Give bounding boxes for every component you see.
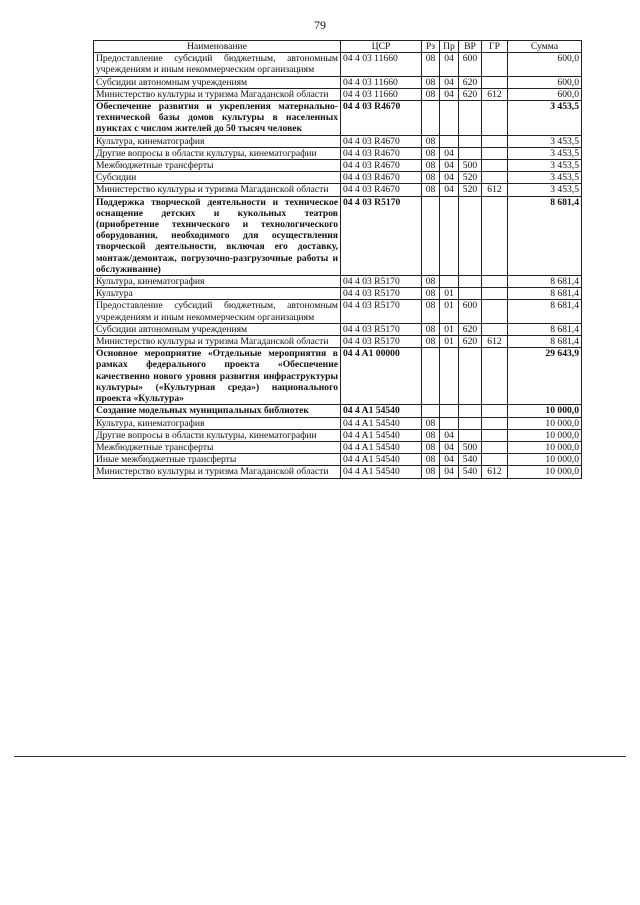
row-rz: 08 xyxy=(422,300,440,323)
row-sum: 3 453,5 xyxy=(508,101,582,136)
row-sum: 8 681,4 xyxy=(508,323,582,335)
row-sum: 10 000,0 xyxy=(508,466,582,478)
row-vr: 620 xyxy=(459,336,482,348)
row-rz: 08 xyxy=(422,88,440,100)
row-sum: 600,0 xyxy=(508,88,582,100)
row-pr: 04 xyxy=(440,184,459,196)
row-sum: 8 681,4 xyxy=(508,300,582,323)
row-vr: 500 xyxy=(459,441,482,453)
row-rz: 08 xyxy=(422,454,440,466)
row-sum: 600,0 xyxy=(508,76,582,88)
row-gr xyxy=(482,172,508,184)
row-pr: 04 xyxy=(440,454,459,466)
row-csr: 04 4 03 R5170 xyxy=(341,276,422,288)
row-name: Межбюджетные трансферты xyxy=(94,441,341,453)
table-row xyxy=(94,417,582,429)
row-vr xyxy=(459,429,482,441)
row-gr: 612 xyxy=(482,88,508,100)
row-sum: 29 643,9 xyxy=(508,348,582,405)
row-rz: 08 xyxy=(422,147,440,159)
row-csr: 04 4 A1 54540 xyxy=(341,454,422,466)
row-rz: 08 xyxy=(422,441,440,453)
row-rz: 08 xyxy=(422,466,440,478)
table-row xyxy=(94,429,582,441)
row-sum: 3 453,5 xyxy=(508,172,582,184)
row-csr: 04 4 03 R5170 xyxy=(341,196,422,275)
table-row xyxy=(94,88,582,100)
row-pr: 04 xyxy=(440,466,459,478)
row-pr xyxy=(440,405,459,417)
row-name: Субсидии автономным учреждениям xyxy=(94,76,341,88)
row-name: Межбюджетные трансферты xyxy=(94,160,341,172)
row-pr xyxy=(440,196,459,275)
row-gr: 612 xyxy=(482,184,508,196)
row-rz: 08 xyxy=(422,336,440,348)
row-sum: 10 000,0 xyxy=(508,417,582,429)
row-csr: 04 4 03 R4670 xyxy=(341,147,422,159)
row-pr xyxy=(440,101,459,136)
header-pr: Пр xyxy=(440,41,459,53)
row-gr xyxy=(482,76,508,88)
row-rz: 08 xyxy=(422,76,440,88)
row-name: Другие вопросы в области культуры, кинематографии xyxy=(94,147,341,159)
row-csr: 04 4 03 11660 xyxy=(341,76,422,88)
row-csr: 04 4 03 R5170 xyxy=(341,288,422,300)
row-sum: 8 681,4 xyxy=(508,336,582,348)
row-rz: 08 xyxy=(422,429,440,441)
row-vr: 620 xyxy=(459,88,482,100)
row-rz: 08 xyxy=(422,135,440,147)
row-rz xyxy=(422,405,440,417)
table-row xyxy=(94,147,582,159)
row-sum: 10 000,0 xyxy=(508,441,582,453)
row-vr: 620 xyxy=(459,323,482,335)
table-row xyxy=(94,184,582,196)
row-vr: 620 xyxy=(459,76,482,88)
header-sum: Сумма xyxy=(508,41,582,53)
table-row xyxy=(94,300,582,323)
row-pr: 04 xyxy=(440,441,459,453)
row-vr: 520 xyxy=(459,184,482,196)
header-row xyxy=(94,41,582,53)
row-name: Поддержка творческой деятельности и техническое оснащение детских и кукольных театров (приобретение технического и технологического оборудования, необходимого для осуществления творческой деятельности, включая его доставку, монтаж/демонтаж, погрузочно-разгрузочные работы и обслуживание) xyxy=(94,196,341,275)
row-csr: 04 4 03 R4670 xyxy=(341,160,422,172)
row-csr: 04 4 03 R4670 xyxy=(341,101,422,136)
row-gr xyxy=(482,135,508,147)
row-vr xyxy=(459,276,482,288)
table-row xyxy=(94,172,582,184)
row-name: Культура xyxy=(94,288,341,300)
footer-divider xyxy=(14,756,626,757)
table-body xyxy=(94,53,582,478)
row-pr: 04 xyxy=(440,53,459,76)
header-vr: ВР xyxy=(459,41,482,53)
row-csr: 04 4 A1 54540 xyxy=(341,441,422,453)
row-csr: 04 4 03 R5170 xyxy=(341,336,422,348)
row-vr xyxy=(459,147,482,159)
row-vr xyxy=(459,417,482,429)
row-csr: 04 4 03 R5170 xyxy=(341,323,422,335)
row-name: Субсидии xyxy=(94,172,341,184)
row-vr: 600 xyxy=(459,300,482,323)
row-gr xyxy=(482,196,508,275)
row-csr: 04 4 A1 54540 xyxy=(341,466,422,478)
row-gr xyxy=(482,288,508,300)
row-pr: 04 xyxy=(440,147,459,159)
row-name: Культура, кинематография xyxy=(94,276,341,288)
row-gr xyxy=(482,147,508,159)
row-name: Предоставление субсидий бюджетным, автономным учреждениям и иным некоммерческим организациям xyxy=(94,53,341,76)
table-row xyxy=(94,135,582,147)
table-row xyxy=(94,196,582,275)
row-vr xyxy=(459,405,482,417)
table-row xyxy=(94,276,582,288)
budget-table xyxy=(93,40,582,479)
row-name: Субсидии автономным учреждениям xyxy=(94,323,341,335)
row-vr xyxy=(459,196,482,275)
row-csr: 04 4 A1 54540 xyxy=(341,417,422,429)
row-pr xyxy=(440,276,459,288)
row-sum: 3 453,5 xyxy=(508,184,582,196)
row-pr: 01 xyxy=(440,323,459,335)
row-sum: 8 681,4 xyxy=(508,288,582,300)
table-row xyxy=(94,101,582,136)
row-gr xyxy=(482,300,508,323)
row-name: Обеспечение развития и укрепления материально-технической базы домов культуры в населенных пунктах с числом жителей до 50 тысяч человек xyxy=(94,101,341,136)
row-gr xyxy=(482,405,508,417)
row-vr xyxy=(459,348,482,405)
table-row xyxy=(94,323,582,335)
row-pr: 04 xyxy=(440,76,459,88)
row-name: Другие вопросы в области культуры, кинематографии xyxy=(94,429,341,441)
table-row xyxy=(94,441,582,453)
row-vr: 520 xyxy=(459,172,482,184)
row-gr xyxy=(482,417,508,429)
row-sum: 3 453,5 xyxy=(508,160,582,172)
row-sum: 8 681,4 xyxy=(508,276,582,288)
row-pr: 04 xyxy=(440,429,459,441)
row-gr xyxy=(482,429,508,441)
row-vr: 600 xyxy=(459,53,482,76)
row-gr xyxy=(482,101,508,136)
row-sum: 10 000,0 xyxy=(508,405,582,417)
row-rz: 08 xyxy=(422,417,440,429)
row-rz: 08 xyxy=(422,172,440,184)
table-row xyxy=(94,405,582,417)
row-sum: 600,0 xyxy=(508,53,582,76)
row-vr xyxy=(459,101,482,136)
row-gr xyxy=(482,441,508,453)
row-gr: 612 xyxy=(482,336,508,348)
row-name: Основное мероприятие «Отдельные мероприятия в рамках федерального проекта «Обеспечение качественно нового уровня развития инфраструктуры культуры» («Культурная среда») национального проекта «Культура» xyxy=(94,348,341,405)
row-rz: 08 xyxy=(422,276,440,288)
row-csr: 04 4 03 R4670 xyxy=(341,184,422,196)
row-csr: 04 4 03 11660 xyxy=(341,53,422,76)
row-pr xyxy=(440,417,459,429)
table-row xyxy=(94,76,582,88)
table-row xyxy=(94,53,582,76)
table-row xyxy=(94,348,582,405)
row-name: Министерство культуры и туризма Магаданской области xyxy=(94,184,341,196)
header-gr: ГР xyxy=(482,41,508,53)
row-name: Иные межбюджетные трансферты xyxy=(94,454,341,466)
row-rz: 08 xyxy=(422,53,440,76)
row-gr xyxy=(482,160,508,172)
row-rz: 08 xyxy=(422,323,440,335)
row-name: Министерство культуры и туризма Магаданской области xyxy=(94,336,341,348)
header-name: Наименование xyxy=(94,41,341,53)
row-csr: 04 4 A1 00000 xyxy=(341,348,422,405)
table-row xyxy=(94,454,582,466)
row-pr: 01 xyxy=(440,300,459,323)
row-pr: 01 xyxy=(440,288,459,300)
page-number: 79 xyxy=(314,18,326,32)
row-csr: 04 4 03 R4670 xyxy=(341,135,422,147)
row-pr xyxy=(440,348,459,405)
row-vr: 540 xyxy=(459,454,482,466)
row-pr: 04 xyxy=(440,88,459,100)
row-rz xyxy=(422,196,440,275)
header-csr: ЦСР xyxy=(341,41,422,53)
row-rz: 08 xyxy=(422,288,440,300)
row-csr: 04 4 03 R5170 xyxy=(341,300,422,323)
row-vr: 540 xyxy=(459,466,482,478)
row-rz: 08 xyxy=(422,160,440,172)
row-gr: 612 xyxy=(482,466,508,478)
row-csr: 04 4 03 R4670 xyxy=(341,172,422,184)
row-name: Министерство культуры и туризма Магаданской области xyxy=(94,466,341,478)
row-gr xyxy=(482,53,508,76)
row-gr xyxy=(482,323,508,335)
row-sum: 3 453,5 xyxy=(508,147,582,159)
row-pr: 04 xyxy=(440,160,459,172)
row-rz xyxy=(422,348,440,405)
row-name: Культура, кинематография xyxy=(94,417,341,429)
header-rz: Рз xyxy=(422,41,440,53)
row-sum: 8 681,4 xyxy=(508,196,582,275)
row-rz: 08 xyxy=(422,184,440,196)
row-csr: 04 4 A1 54540 xyxy=(341,429,422,441)
table-row xyxy=(94,466,582,478)
row-name: Создание модельных муниципальных библиотек xyxy=(94,405,341,417)
row-rz xyxy=(422,101,440,136)
row-csr: 04 4 03 11660 xyxy=(341,88,422,100)
row-sum: 10 000,0 xyxy=(508,454,582,466)
table-row xyxy=(94,336,582,348)
row-gr xyxy=(482,454,508,466)
row-pr: 04 xyxy=(440,172,459,184)
row-csr: 04 4 A1 54540 xyxy=(341,405,422,417)
table-row xyxy=(94,288,582,300)
row-sum: 10 000,0 xyxy=(508,429,582,441)
row-name: Культура, кинематография xyxy=(94,135,341,147)
row-vr xyxy=(459,135,482,147)
row-pr: 01 xyxy=(440,336,459,348)
row-name: Министерство культуры и туризма Магаданской области xyxy=(94,88,341,100)
row-vr xyxy=(459,288,482,300)
row-gr xyxy=(482,276,508,288)
table-row xyxy=(94,160,582,172)
row-name: Предоставление субсидий бюджетным, автономным учреждениям и иным некоммерческим организациям xyxy=(94,300,341,323)
row-gr xyxy=(482,348,508,405)
row-sum: 3 453,5 xyxy=(508,135,582,147)
row-vr: 500 xyxy=(459,160,482,172)
row-pr xyxy=(440,135,459,147)
